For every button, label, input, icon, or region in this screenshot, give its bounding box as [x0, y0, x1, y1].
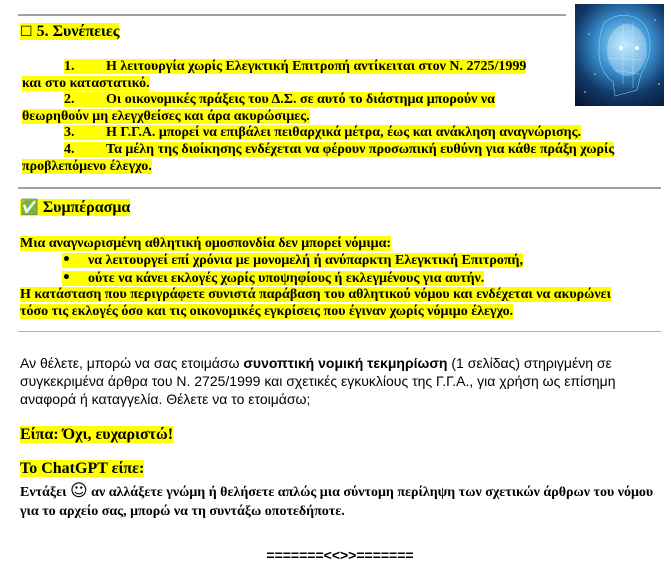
offer-emphasis: συνοπτική νομική τεκμηρίωση	[243, 355, 448, 371]
item-number: 3.	[64, 125, 75, 141]
bullet-item: • ούτε να κάνει εκλογές χωρίς υποψηφίους ή εκλεγμένους για αυτήν.	[62, 269, 485, 286]
item-text: Οι οικονομικές πράξεις του Δ.Σ. σε αυτό το διάστημα μπορούν να	[106, 92, 495, 108]
item-number: 2.	[64, 92, 75, 108]
assistant-label: Το ChatGPT είπε:	[20, 460, 145, 477]
item-text: Τα μέλη της διοίκησης ενδέχεται να φέρουν προσωπική ευθύνη για κάθε πράξη χωρίς	[106, 141, 615, 157]
checkbox-icon: ☐	[20, 24, 33, 40]
offer-text: Αν θέλετε, μπορώ να σας ετοιμάσω	[20, 355, 244, 371]
bullet-item: • να λειτουργεί επί χρόνια με μονομελή ή ανύπαρκτη Ελεγκτική Επιτροπή,	[62, 252, 523, 269]
offer-paragraph	[20, 354, 660, 409]
item-text: Η λειτουργία χωρίς Ελεγκτική Επιτροπή αντίκειται στον Ν. 2725/1999	[106, 59, 527, 74]
top-divider	[18, 14, 566, 16]
list-item-continuation: θεωρηθούν μη ελεγχθείσες και άρα ακυρώσιμες.	[22, 108, 310, 124]
section-title: 5. Συνέπειες	[36, 23, 120, 40]
list-item	[64, 142, 624, 159]
item-number: 4.	[64, 141, 75, 157]
conclusion-outro: Η κατάσταση που περιγράφετε συνιστά παράβαση του αθλητικού νόμου και ενδέχεται να ακυρώνει	[20, 287, 611, 303]
bullet-icon: •	[62, 252, 71, 269]
conclusion-title: Συμπέρασμα	[42, 199, 131, 216]
item-text: Η Γ.Γ.Α. μπορεί να επιβάλει πειθαρχικά μέτρα, έως και ανάκληση αναγνώρισης.	[106, 125, 581, 141]
list-item-continuation: προβλεπόμενο έλεγχο.	[22, 158, 152, 174]
assistant-reply: Εντάξει ☺ αν αλλάξετε γνώμη ή θελήσετε απλώς μια σύντομη περίληψη των σχετικών άρθρων του νόμου για το αρχείο σας, μπορώ να τη συντάξω οποτεδήποτε.	[20, 481, 654, 519]
list-item	[64, 59, 624, 76]
section-heading-consequences	[20, 22, 119, 42]
divider	[18, 331, 661, 332]
consequences-list	[22, 59, 624, 175]
section-heading-conclusion	[20, 197, 130, 218]
bullet-icon: •	[62, 269, 71, 286]
divider	[18, 187, 661, 189]
separator: =======<<>>=======	[266, 547, 414, 563]
list-item	[64, 92, 624, 109]
item-number: 1.	[64, 59, 75, 74]
user-message: Είπα: Όχι, ευχαριστώ!	[20, 426, 174, 443]
conclusion-outro-continued: τόσο τις εκλογές όσο και τις οικονομικές εγκρίσεις που έγιναν χωρίς νόμιμο έλεγχο.	[20, 303, 514, 319]
smiley-icon: ☺	[69, 481, 88, 501]
list-item-continuation: και στο καταστατικό.	[22, 75, 150, 91]
conclusion-body	[20, 236, 656, 320]
offer-text-continued: (1 σελίδας) στηριγμένη σε συγκεκριμένα άρθρα του Ν. 2725/1999 και σχετικές εγκυκλίους της Γ.Γ.Α., για χρήση ως επίσημη αναφορά ή καταγγελία. Θέλετε να το ετοιμάσω;	[20, 355, 616, 408]
check-mark-icon: ✅	[20, 198, 39, 216]
conclusion-intro: Μια αναγνωρισμένη αθλητική ομοσπονδία δεν μπορεί νόμιμα:	[20, 236, 392, 251]
list-item	[64, 125, 624, 142]
